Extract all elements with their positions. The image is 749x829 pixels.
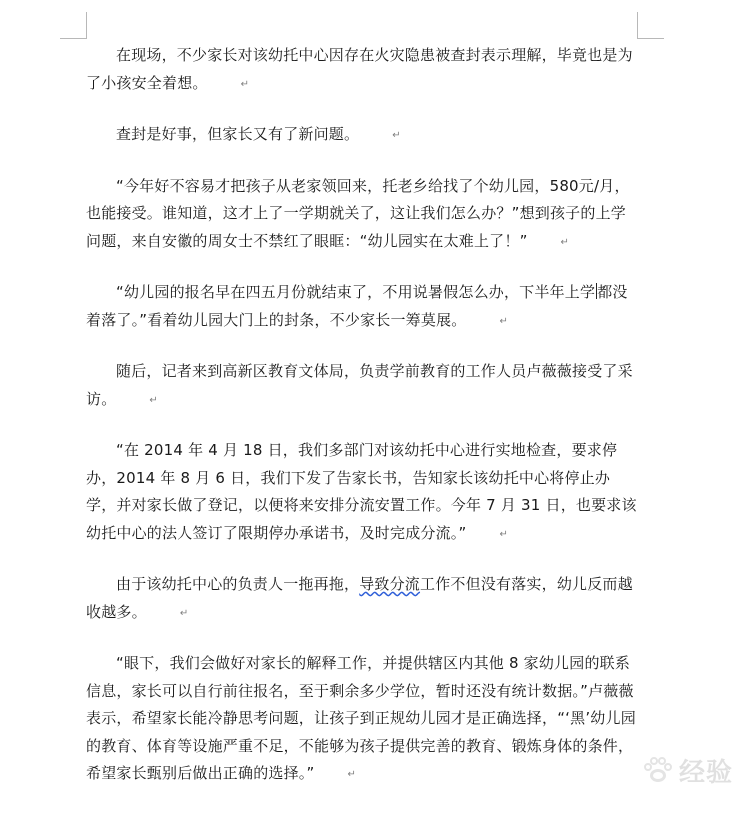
- paragraph-mark-icon: ↵: [149, 394, 158, 406]
- paragraph-3-text: “今年好不容易才把孩子从老家领回来，托老乡给找了个幼儿园，580元/月，也能接受。谁知道，这才上了一学期就关了，这让我们怎么办？”想到孩子的上学问题，来自安徽的周女士不禁红了眼眶：“幼儿园实在太难上了！”: [86, 176, 630, 250]
- paragraph-mark-icon: ↵: [499, 315, 509, 327]
- paragraph-4[interactable]: [86, 279, 637, 336]
- paw-logo-icon: [643, 756, 673, 786]
- paragraph-mark-icon: ↵: [499, 528, 509, 540]
- paragraph-7-suffix: 工作不但没有落实，幼儿反而越收越多。: [86, 575, 633, 621]
- paragraph-mark-icon: ↵: [560, 236, 570, 248]
- paragraph-8[interactable]: [86, 650, 637, 790]
- baidu-experience-watermark: [643, 752, 733, 789]
- paragraph-6[interactable]: [86, 437, 637, 549]
- paragraph-5-text: 随后，记者来到高新区教育文体局，负责学前教育的工作人员卢薇薇接受了采访。: [86, 362, 633, 408]
- paragraph-7[interactable]: [86, 571, 637, 628]
- watermark-text: 经验: [678, 758, 733, 788]
- paragraph-2-text: 查封是好事，但家长又有了新问题。: [116, 125, 360, 143]
- paragraph-7-prefix: 由于该幼托中心的负责人一拖再拖，: [116, 575, 360, 593]
- paragraph-mark-icon: ↵: [240, 78, 250, 90]
- spellcheck-underline[interactable]: 导致分流: [359, 575, 421, 593]
- paragraph-5[interactable]: [86, 358, 637, 415]
- page-corner-mark-left: [60, 12, 87, 39]
- paragraph-mark-icon: ↵: [179, 607, 189, 619]
- paragraph-4-text-b: 都没着落了。”看着幼儿园大门上的封条，不少家长一筹莫展。: [86, 283, 628, 329]
- paragraph-mark-icon: ↵: [347, 769, 357, 780]
- text-cursor: [596, 283, 597, 299]
- paragraph-4-text-a: “幼儿园的报名早在四五月份就结束了，不用说暑假怎么办，下半年上学: [116, 283, 596, 301]
- page-corner-mark-right: [637, 12, 664, 39]
- paragraph-3[interactable]: [86, 173, 637, 258]
- paragraph-2[interactable]: [86, 121, 637, 151]
- paragraph-1-text: 在现场，不少家长对该幼托中心因存在火灾隐患被查封表示理解，毕竟也是为了小孩安全着想。: [86, 46, 633, 92]
- document-content[interactable]: [86, 42, 637, 812]
- paragraph-6-text: “在 2014 年 4 月 18 日，我们多部门对该幼托中心进行实地检查，要求停办，2014 年 8 月 6 日，我们下发了告家长书，告知家长该幼托中心将停止办学，并对家长做了登记，以便将来安排分流安置工作。今年 7 月 31 日，也要求该幼托中心的法人签订了限期停办承诺书，及时完成分流。”: [86, 441, 637, 542]
- paragraph-mark-icon: ↵: [392, 130, 401, 141]
- paragraph-1[interactable]: [86, 42, 637, 99]
- paragraph-8-text: “眼下，我们会做好对家长的解释工作，并提供辖区内其他 8 家幼儿园的联系信息，家长可以自行前往报名，至于剩余多少学位，暂时还没有统计数据。”卢薇薇表示，希望家长能冷静思考问题，让孩子到正规幼儿园才是正确选择，“‘黑’幼儿园的教育、体育等设施严重不足，不能够为孩子提供完善的教育、锻炼身体的条件，希望家长甄别后做出正确的选择。”: [86, 654, 636, 782]
